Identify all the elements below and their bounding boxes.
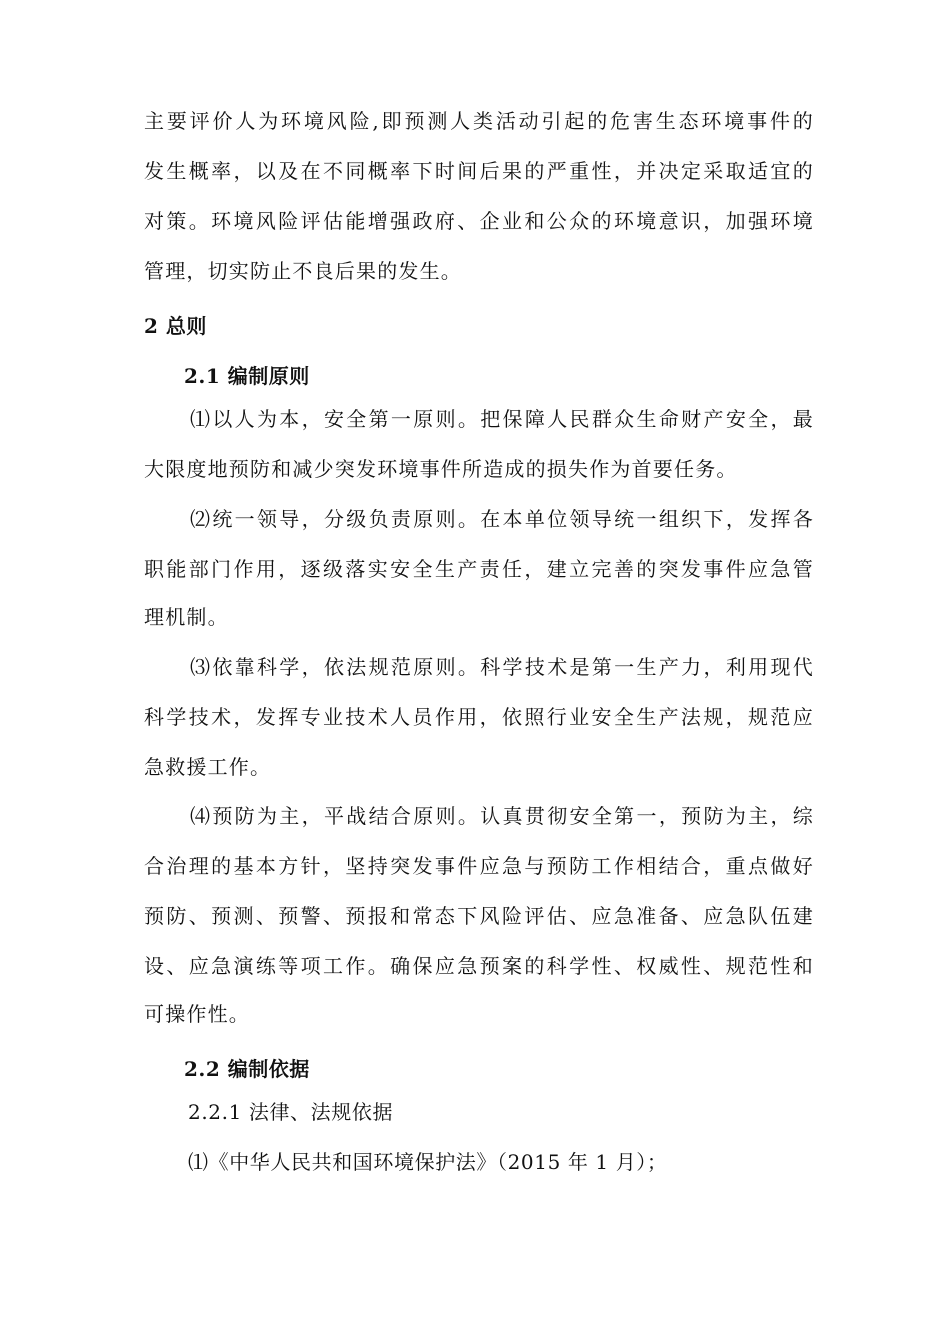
intro-line-1: 主要评价人为环境风险,即预测人类活动引起的危害生态环境事件的 [144,109,814,133]
principle-2-line-3: 理机制。 [144,605,229,629]
principle-4-line-3: 预防、预测、预警、预报和常态下风险评估、应急准备、应急队伍建 [144,904,814,928]
subsection-heading-2-2: 2.2 编制依据 [184,1057,310,1081]
subsection-heading-2-2-1: 2.2.1 法律、法规依据 [188,1100,394,1124]
principle-3-line-1: ⑶依靠科学，依法规范原则。科学技术是第一生产力，利用现代 [190,655,814,679]
principle-2-line-1: ⑵统一领导，分级负责原则。在本单位领导统一组织下，发挥各 [190,507,814,531]
section-heading: 2 总则 [144,314,207,338]
intro-line-2: 发生概率，以及在不同概率下时间后果的严重性，并决定采取适宜的 [144,159,814,183]
principle-4-line-2: 合治理的基本方针，坚持突发事件应急与预防工作相结合，重点做好 [144,854,814,878]
principle-4-line-1: ⑷预防为主，平战结合原则。认真贯彻安全第一，预防为主，综 [190,804,814,828]
principle-1-line-2: 大限度地预防和减少突发环境事件所造成的损失作为首要任务。 [144,457,738,481]
principle-4-line-5: 可操作性。 [144,1002,250,1026]
principle-2-line-2: 职能部门作用，逐级落实安全生产责任，建立完善的突发事件应急管 [144,557,814,581]
subsection-heading-2-1: 2.1 编制原则 [184,364,310,388]
principle-4-line-4: 设、应急演练等项工作。确保应急预案的科学性、权威性、规范性和 [144,954,814,978]
principle-1-line-1: ⑴以人为本，安全第一原则。把保障人民群众生命财产安全，最 [190,407,814,431]
principle-3-line-3: 急救援工作。 [144,755,272,779]
principle-3-line-2: 科学技术，发挥专业技术人员作用，依照行业安全生产法规，规范应 [144,705,814,729]
intro-line-4: 管理，切实防止不良后果的发生。 [144,259,462,283]
intro-line-3: 对策。环境风险评估能增强政府、企业和公众的环境意识，加强环境 [144,209,814,233]
law-list-item-1: ⑴《中华人民共和国环境保护法》（2015 年 1 月）； [188,1150,668,1174]
